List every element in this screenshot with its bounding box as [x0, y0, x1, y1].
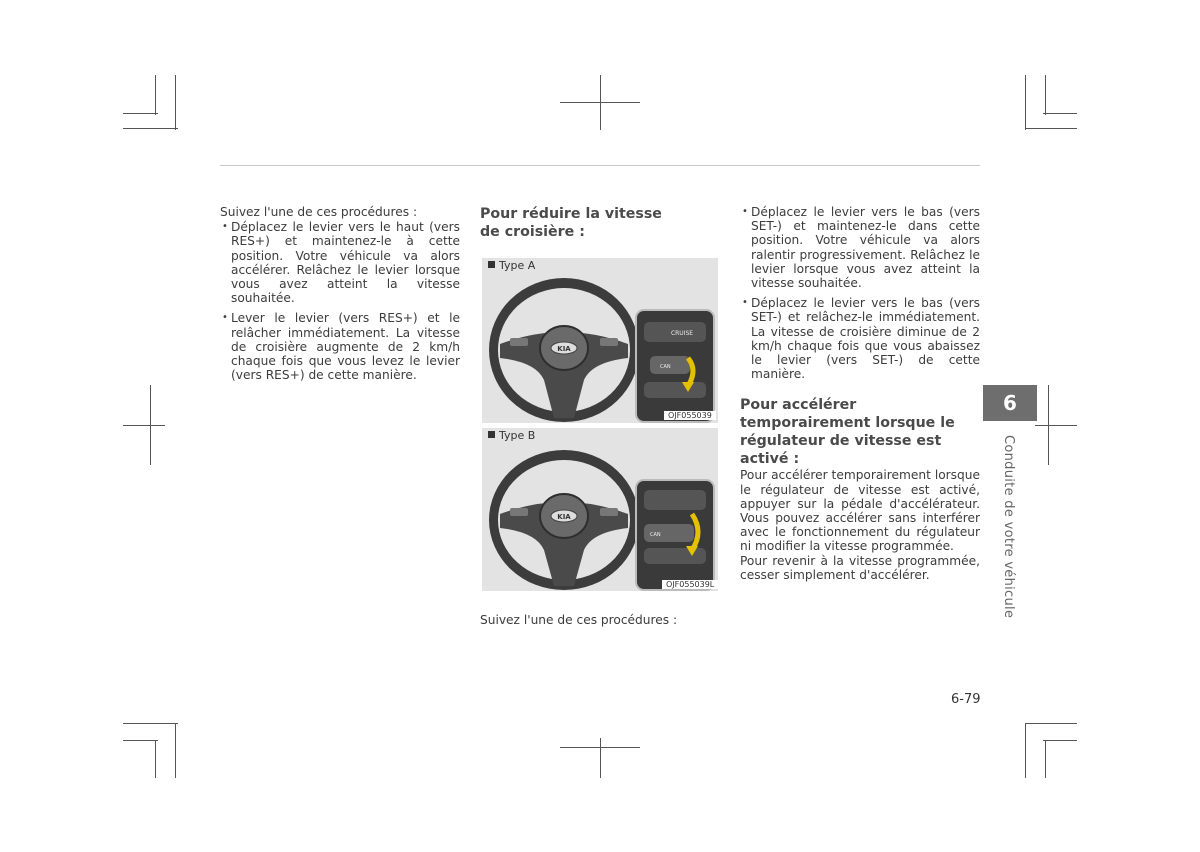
figure-code: OJF055039: [664, 411, 716, 420]
svg-text:CAN: CAN: [650, 532, 661, 538]
page-number: 6-79: [951, 692, 981, 707]
section-heading: Pour accélérer temporairement lorsque le régulateur de vitesse est activé :: [740, 397, 955, 468]
middle-column: [480, 205, 680, 241]
figure-label-text: Type A: [499, 259, 536, 272]
chapter-tab: 6: [983, 385, 1037, 421]
bullet-item: • Lever le levier (vers RES+) et le relâcher immédiatement. La vitesse de croisière augmente de 2 km/h chaque fois que vous levez le levier (vers RES+) de cette manière.: [220, 311, 460, 382]
figure-label-a: [488, 259, 535, 272]
svg-text:CAN: CAN: [660, 364, 671, 370]
right-column: [740, 205, 980, 582]
body-paragraph: Pour revenir à la vitesse programmée, cesser simplement d'accélérer.: [740, 553, 980, 582]
figure-type-b: [482, 428, 718, 591]
figure-label-text: Type B: [499, 429, 536, 442]
outro-text: Suivez l'une de ces procédures :: [480, 613, 678, 627]
intro-text: Suivez l'une de ces procédures :: [220, 205, 418, 219]
svg-text:CRUISE: CRUISE: [670, 330, 694, 337]
bullet-item: • Déplacez le levier vers le bas (vers SET-) et relâchez-le immédiatement. La vitesse de croisière diminue de 2 km/h chaque fois que vous abaissez le levier (vers SET-) de cette manière.: [740, 296, 980, 381]
figure-label-b: [488, 429, 535, 442]
bullet-item: • Déplacez le levier vers le haut (vers RES+) et maintenez-le à cette position. Votre véhicule va alors accélérer. Relâchez le levier lorsque vous avez atteint la vitesse souhaitée.: [220, 220, 460, 305]
bullet-item: • Déplacez le levier vers le bas (vers SET-) et maintenez-le dans cette position. Votre véhicule va alors ralentir progressivement. Relâchez le levier lorsque vous avez atteint la vitesse souhaitée.: [740, 205, 980, 290]
left-column: [220, 205, 460, 382]
steering-wheel-illustration: [482, 258, 718, 423]
steering-wheel-illustration: [482, 428, 718, 591]
outro-text-block: [480, 613, 720, 627]
section-heading: Pour réduire la vitesse de croisière :: [480, 206, 662, 240]
figure-code: OJF055039L: [662, 580, 718, 589]
svg-text:KIA: KIA: [557, 513, 571, 521]
body-paragraph: Pour accélérer temporairement lorsque le régulateur de vitesse est activé, appuyer sur la pédale d'accélérateur. Vous pouvez accélérer sans interférer avec le fonctionnement du régulateur ni modifier la vitesse programmée.: [740, 468, 980, 554]
svg-text:KIA: KIA: [557, 345, 571, 353]
header-rule: [220, 165, 980, 166]
figure-type-a: [482, 258, 718, 423]
chapter-title: Conduite de votre véhicule: [1001, 435, 1016, 619]
